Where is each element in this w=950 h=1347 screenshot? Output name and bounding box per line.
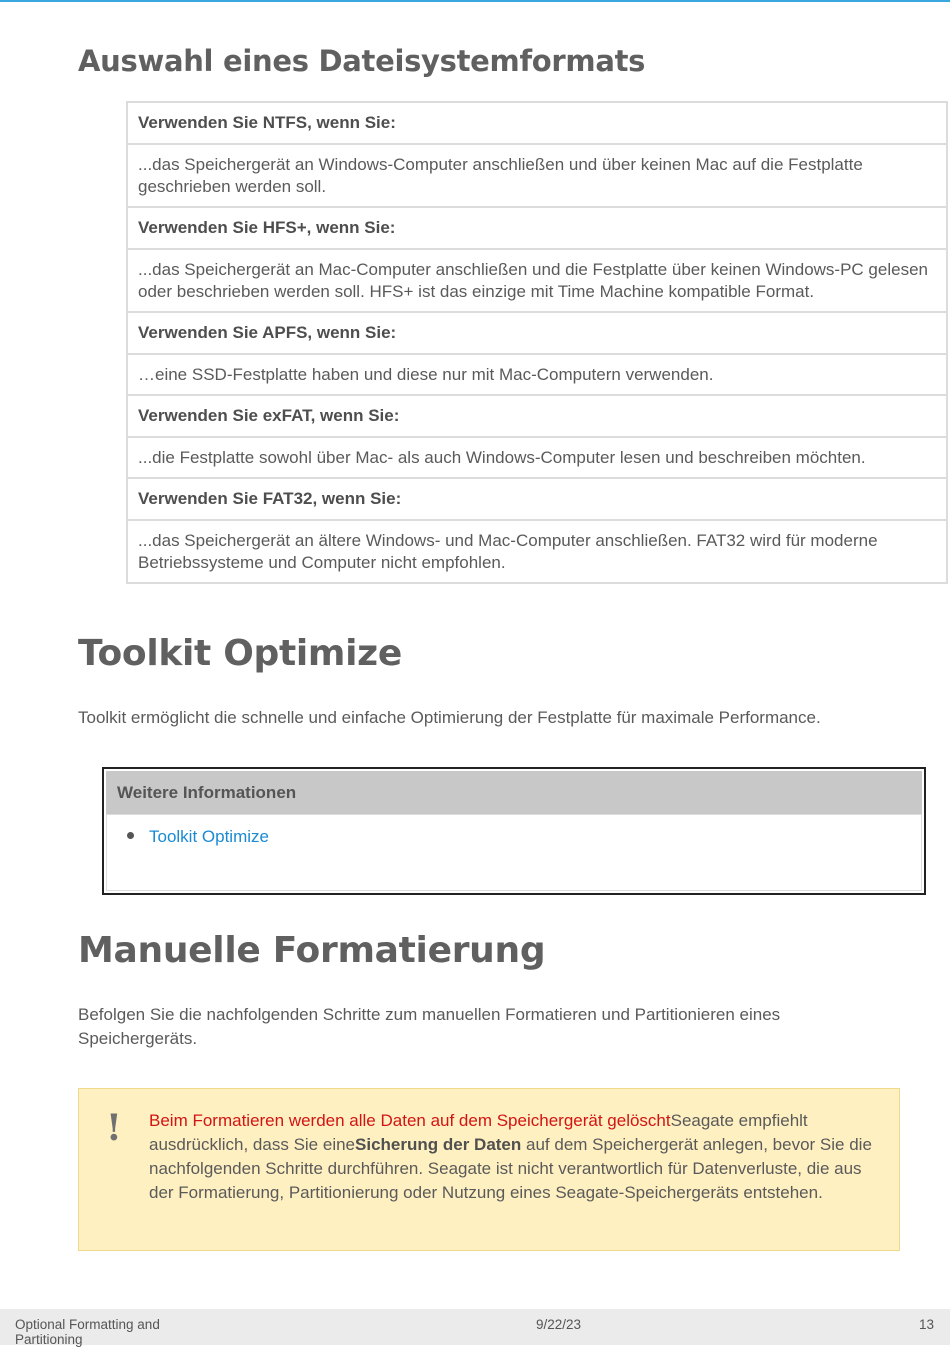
- list-item: [127, 825, 269, 849]
- filesystem-table: [126, 101, 948, 584]
- toolkit-description: Toolkit ermöglicht die schnelle und einfache Optimierung der Festplatte für maximale Performance.: [78, 708, 821, 727]
- top-accent-line: [0, 0, 950, 2]
- exclamation-icon: !: [106, 1107, 122, 1149]
- warning-text-part-1: Seagate empfiehlt ausdrücklich, dass Sie eine: [149, 1111, 808, 1154]
- warning-text-part-2: auf dem Speichergerät anlegen, bevor Sie die nachfolgenden Schritte durchführen. Seagate: [149, 1135, 872, 1178]
- filesystem-heading: Auswahl eines Dateisystemformats: [78, 44, 646, 78]
- footer-page-number: 13: [918, 1317, 934, 1332]
- table-row-head-apfs: Verwenden Sie APFS, wenn Sie:: [127, 312, 947, 354]
- table-row-head-ntfs: Verwenden Sie NTFS, wenn Sie:: [127, 102, 947, 144]
- warning-box: [78, 1088, 900, 1251]
- footer-date: 9/22/23: [536, 1317, 582, 1332]
- warning-red-text: Beim Formatieren werden alle Daten auf dem Speichergerät gelöscht: [149, 1111, 671, 1130]
- table-row-text-fat32: ...das Speichergerät an ältere Windows- und Mac-Computer anschließen. FAT32 wird für moderne Betriebssysteme und Computer nicht empfohlen.: [127, 520, 947, 583]
- info-link-list: [127, 825, 269, 849]
- table-row-text-hfs: ...das Speichergerät an Mac-Computer anschließen und die Festplatte über keinen Windows-PC gelesen oder beschrieben werden soll. HFS+ ist das einzige mit Time Machine kompatible Format.: [127, 249, 947, 312]
- table-row-head-hfs: Verwenden Sie HFS+, wenn Sie:: [127, 207, 947, 249]
- footer-document-title: Optional Formatting and Partitioning: [15, 1317, 160, 1347]
- toolkit-optimize-link[interactable]: Toolkit Optimize: [149, 827, 269, 846]
- bullet-icon: [127, 832, 134, 839]
- manual-formatting-description: Befolgen Sie die nachfolgenden Schritte zum manuellen Formatieren und Partitionieren eines Speichergeräts.: [78, 1005, 781, 1048]
- warning-text-part-3: ist nicht verantwortlich für Datenverluste, die aus der Formatierung, Partitionierung oder Nutzung eines Seagate-Speichergeräts entstehen.: [149, 1159, 862, 1202]
- table-row-text-exfat: ...die Festplatte sowohl über Mac- als auch Windows-Computer lesen und beschreiben möchten.: [127, 437, 947, 478]
- table-row-head-fat32: Verwenden Sie FAT32, wenn Sie:: [127, 478, 947, 520]
- table-row-text-apfs: …eine SSD-Festplatte haben und diese nur mit Mac-Computern verwenden.: [127, 354, 947, 395]
- manual-formatting-heading: Manuelle Formatierung: [78, 930, 546, 971]
- info-box: [102, 767, 926, 895]
- info-box-body: [106, 814, 922, 891]
- warning-bold-text: Sicherung der Daten: [355, 1135, 522, 1154]
- table-row-head-exfat: Verwenden Sie exFAT, wenn Sie:: [127, 395, 947, 437]
- toolkit-heading: Toolkit Optimize: [78, 633, 402, 674]
- warning-text: [149, 1109, 879, 1205]
- table-row-text-ntfs: ...das Speichergerät an Windows-Computer anschließen und über keinen Mac auf die Festplatte geschrieben werden soll.: [127, 144, 947, 207]
- info-box-title: Weitere Informationen: [106, 771, 922, 814]
- page-footer: [0, 1309, 950, 1345]
